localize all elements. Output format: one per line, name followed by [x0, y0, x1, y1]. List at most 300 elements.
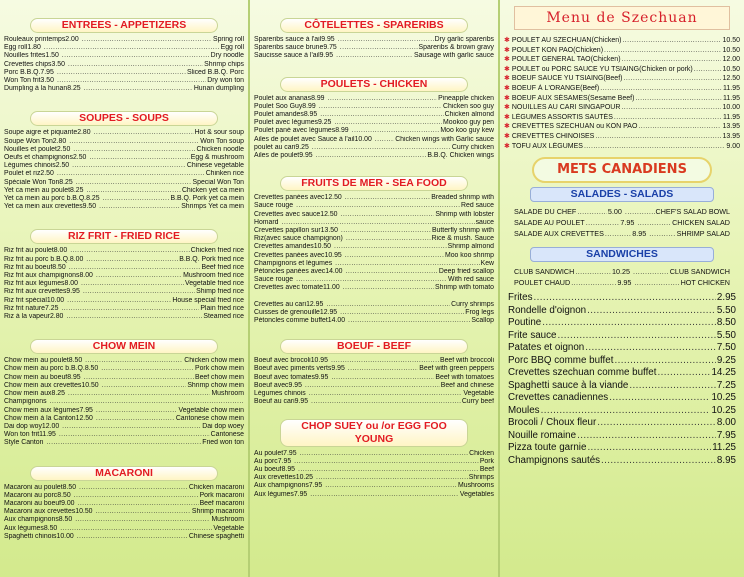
leader-dots: [331, 374, 434, 382]
item-name-fr: Légumes chinois: [4, 162, 56, 170]
szechuan-item: [504, 65, 740, 75]
side-item: [504, 305, 740, 318]
side-item: [504, 317, 740, 330]
szechuan-item: [504, 94, 740, 104]
item-name-en: Chicken almond: [444, 111, 494, 119]
item-name: BOEUF AUX SÉSAMES(Sesame Beef): [511, 94, 635, 102]
szechuan-item: [504, 103, 740, 113]
leader-dots: [334, 119, 442, 127]
item-name-en: Dry won ton: [207, 77, 244, 85]
menu-item: [254, 194, 494, 202]
item-price: 2.00: [65, 36, 79, 43]
item-price: 8.99: [335, 127, 349, 135]
item-name-en: Shrimp chips: [204, 60, 244, 68]
item-name-en: Beef chow mein: [194, 373, 244, 381]
item-name-en: Deep fried scallop: [438, 268, 494, 276]
menu-item: [504, 277, 740, 288]
menu-item: [4, 374, 244, 382]
item-name-en: Pineapple chicken: [438, 94, 494, 102]
menu-column-right: [500, 0, 744, 577]
leader-dots: [85, 357, 183, 365]
menu-item: [4, 365, 244, 373]
leader-dots: [575, 266, 611, 277]
item-name-fr: Won Ton frit: [4, 77, 41, 85]
item-name: POULET GENERAL TAO(Chicken): [511, 56, 621, 64]
item-name-fr: Nouilles et poulet: [4, 145, 57, 153]
item-name-en: Plain fried rice: [200, 304, 244, 312]
item-name-en: House special fried rice: [172, 296, 244, 304]
item-name-fr: Soupe Won Ton: [4, 137, 53, 145]
item-price: 10.95: [310, 357, 328, 365]
item-name-en: Moo koo guy kew: [440, 127, 494, 135]
item-name-en: Chinese vegetable: [186, 162, 244, 170]
item-price: 2.80: [52, 137, 67, 145]
item-price: 8.25: [67, 85, 81, 93]
item-price: 14.00: [325, 268, 343, 276]
leader-dots: [649, 228, 675, 239]
leader-dots: [82, 36, 212, 44]
item-price: 2.80: [77, 129, 91, 137]
menu-item: [4, 382, 244, 390]
menu-item: [4, 69, 244, 77]
leader-dots: [102, 382, 187, 390]
item-name-en: Won Ton soup: [200, 137, 244, 145]
leader-dots: [298, 466, 479, 474]
item-name-fr: Saucisse sauce à l'ail: [254, 52, 320, 60]
item-name-fr: Chow mein aux légumes: [4, 406, 80, 414]
leader-dots: [585, 342, 716, 355]
item-name-en: Beef: [479, 465, 494, 473]
item-name-fr: Poulet avec légumes: [254, 119, 318, 127]
menu-item: [4, 272, 244, 280]
menu-item: [4, 357, 244, 365]
leader-dots: [282, 219, 475, 227]
item-name-fr: Riz frit aux légumes: [4, 280, 65, 288]
leader-dots: [70, 247, 190, 255]
item-price: 7.95: [277, 457, 292, 465]
item-name-fr: Riz(avec sauce champignon): [254, 235, 343, 243]
item-name-en: B.B.Q. Pork fried rice: [179, 255, 244, 263]
menu-item: [254, 284, 494, 292]
item-name-en: Beef macaroni: [199, 499, 244, 507]
szechuan-item: [504, 84, 740, 94]
leader-dots: [375, 136, 394, 144]
item-name-fr: Ailes de poulet: [254, 152, 300, 160]
leader-dots: [62, 423, 201, 431]
item-price: [293, 202, 295, 210]
menu-item: [4, 398, 244, 406]
item-name-fr: SALADE AU POULET: [514, 218, 585, 228]
menu-item: [4, 288, 244, 296]
leader-dots: [319, 103, 442, 111]
item-price: 2.80: [49, 313, 64, 321]
item-name: BOEUF À L'ORANGE(Beef): [511, 84, 600, 92]
item-name-fr: Aux champignons: [254, 482, 309, 490]
item-name-en: Dry noodle: [210, 52, 244, 60]
leader-dots: [78, 500, 199, 508]
section-header: SOUPES - SOUPS: [30, 111, 217, 126]
item-name-en: Pork macaroni: [199, 491, 244, 499]
leader-dots: [338, 36, 434, 44]
salads-list: [504, 206, 740, 239]
side-item: [504, 417, 740, 430]
leader-dots: [345, 252, 444, 260]
item-name-fr: Aux champignons: [4, 516, 59, 524]
side-item: [504, 342, 740, 355]
item-name-fr: Riz frit spécial: [4, 296, 47, 304]
menu-item: [254, 374, 494, 382]
leader-dots: [81, 280, 184, 288]
item-price: 8.95: [281, 465, 296, 473]
item-name-en: Mushrooms: [458, 482, 494, 490]
item-name-en: Vegetable: [463, 390, 494, 398]
leader-dots: [587, 442, 711, 455]
menu-item: [4, 508, 244, 516]
item-price: 10.25: [711, 392, 736, 404]
item-price: 9.95: [294, 398, 309, 406]
menu-item: [254, 103, 494, 111]
item-name-en: Mushroom fried rice: [183, 272, 244, 280]
item-price: 9.95: [314, 373, 329, 381]
item-name-fr: Chow mein à la Canton: [4, 414, 76, 422]
item-name-fr: Style Canton: [4, 439, 44, 447]
item-price: 12.50: [722, 75, 740, 83]
item-price: 8.50: [84, 365, 99, 373]
szechuan-item: [504, 122, 740, 132]
menu-item: [4, 305, 244, 313]
szechuan-item: [504, 113, 740, 123]
leader-dots: [44, 44, 220, 52]
item-price: 8.95: [716, 454, 736, 466]
item-price: 12.50: [320, 210, 338, 218]
leader-dots: [352, 127, 440, 135]
menu-item: [254, 44, 494, 52]
item-name-fr: Champignons: [4, 398, 47, 406]
item-name-en: sauce: [475, 218, 494, 226]
item-name-fr: Macaroni au poulet: [4, 483, 63, 491]
leader-dots: [331, 357, 439, 365]
item-name-fr: SALADE AUX CREVETTES: [514, 229, 604, 239]
item-name-en: Chicken yet ca mein: [181, 186, 244, 194]
item-name: Poutine: [508, 317, 542, 329]
leader-dots: [595, 132, 721, 142]
item-price: 8.50: [62, 483, 77, 491]
sandwiches-header: SANDWICHES: [530, 247, 714, 262]
item-name-fr: Crevettes panées avec: [254, 194, 325, 202]
section-header: BOEUF - BEEF: [280, 339, 467, 354]
item-name-fr: Aux crevettes: [254, 474, 296, 482]
item-price: 8.00: [64, 280, 78, 288]
menu-item: [4, 187, 244, 195]
leader-dots: [57, 69, 186, 77]
item-name-en: CLUB SANDWICH: [669, 267, 730, 277]
item-name-fr: Oeufs et champignons: [4, 154, 73, 162]
item-name: Champignons sautés: [508, 454, 601, 466]
menu-item: [254, 268, 494, 276]
item-price: [343, 235, 345, 243]
leader-dots: [657, 367, 710, 380]
menu-item: [254, 458, 494, 466]
leader-dots: [346, 235, 431, 243]
menu-item: [254, 382, 494, 390]
item-name-en: Shrimp with tomato: [435, 284, 494, 292]
menu-item: [254, 398, 494, 406]
bullet-icon: ✱: [504, 123, 510, 131]
item-name-fr: Spareribs sauce brune: [254, 44, 324, 52]
item-price: [306, 390, 308, 398]
item-name-en: Butterfly shrimp with: [431, 227, 494, 235]
item-price: 8.95: [303, 111, 318, 119]
side-item: [504, 292, 740, 305]
item-price: 8.50: [58, 516, 73, 524]
item-name-en: Shrimps Yet ca mein: [181, 203, 244, 211]
section-header: POULETS - CHICKEN: [280, 77, 467, 92]
menu-item: [4, 77, 244, 85]
leader-dots: [84, 374, 194, 382]
menu-item: [254, 235, 494, 243]
item-price: 10.50: [75, 508, 93, 516]
leader-dots: [305, 382, 440, 390]
item-name-fr: Macaroni au porc: [4, 491, 58, 499]
menu-item: [254, 136, 494, 144]
leader-dots: [66, 313, 202, 321]
menu-item: [4, 52, 244, 60]
menu-item: [4, 36, 244, 44]
item-name-en: SHRIMP SALAD: [676, 229, 730, 239]
item-name-fr: Crevettes au cari: [254, 300, 307, 308]
item-name-en: Curry shrimps: [451, 300, 494, 308]
item-name-en: Chicken fried rice: [190, 247, 244, 255]
item-name: Crevettes szechuan comme buffet: [508, 367, 657, 379]
leader-dots: [341, 227, 431, 235]
menu-item: [254, 474, 494, 482]
item-name: Spaghetti sauce à la viande: [508, 379, 629, 391]
item-price: 7.95: [79, 406, 93, 414]
item-name-en: Hot & sour soup: [194, 129, 244, 137]
item-price: 5.00: [607, 207, 622, 217]
item-name: Moules: [508, 404, 540, 416]
item-name-en: Shrimp almond: [447, 243, 494, 251]
menu-item: [4, 85, 244, 93]
bullet-icon: ✱: [504, 142, 510, 150]
item-name-en: Chicken chow mein: [184, 357, 244, 365]
leader-dots: [96, 508, 191, 516]
item-price: 2.50: [55, 162, 70, 170]
item-name-fr: Poulet pané avec légumes: [254, 127, 336, 135]
leader-dots: [96, 407, 178, 415]
leader-dots: [103, 195, 170, 203]
leader-dots: [67, 297, 171, 305]
item-name-fr: Crevettes panées avec: [254, 251, 325, 259]
menu-item: [254, 252, 494, 260]
item-name-en: HOT CHICKEN: [680, 278, 730, 288]
side-item: [504, 455, 740, 468]
item-name-fr: Egg roll: [4, 44, 28, 52]
item-price: 8.00: [53, 247, 68, 255]
menu-item: [4, 146, 244, 154]
item-name-fr: Boeuf avec tomates: [254, 373, 315, 381]
menu-item: [4, 179, 244, 187]
leader-dots: [638, 122, 721, 132]
side-item: [504, 442, 740, 455]
item-name-en: Curry chicken: [451, 143, 494, 151]
menu-item: [4, 297, 244, 305]
item-price: 12.50: [75, 414, 93, 422]
leader-dots: [60, 525, 212, 533]
item-name-en: Hunan dumpling: [193, 85, 244, 93]
leader-dots: [341, 211, 435, 219]
leader-dots: [83, 288, 195, 296]
item-name-fr: Boeuf au cari: [254, 398, 295, 406]
item-name-en: Spring roll: [212, 36, 244, 43]
leader-dots: [609, 392, 710, 405]
item-price: 12.95: [306, 300, 324, 308]
menu-item: [254, 293, 494, 301]
section-header: MACARONI: [30, 466, 217, 481]
item-name-en: Beef and chinese: [440, 381, 494, 389]
leader-dots: [320, 111, 443, 119]
item-price: 10.50: [313, 243, 331, 251]
item-name-fr: Riz frit au poulet: [4, 247, 54, 255]
item-name-en: Red sauce: [461, 202, 494, 210]
side-item: [504, 430, 740, 443]
menu-item: [4, 492, 244, 500]
item-name-fr: Porc B.B.Q.: [4, 68, 41, 76]
menu-item: [4, 533, 244, 541]
item-price: 5.50: [716, 329, 736, 341]
leader-dots: [101, 365, 194, 373]
leader-dots: [346, 268, 438, 276]
leader-dots: [57, 77, 206, 85]
menu-item: [254, 450, 494, 458]
item-price: [293, 276, 295, 284]
leader-dots: [557, 330, 715, 343]
item-name-fr: Dumpling à la hunan: [4, 85, 68, 93]
menu-item: [4, 162, 244, 170]
item-price: 10.25: [612, 267, 630, 277]
item-name-en: Pork chow mein: [194, 365, 244, 373]
item-price: 11.95: [723, 113, 740, 121]
leader-dots: [46, 439, 201, 447]
item-name-fr: Won ton frit: [4, 431, 40, 439]
item-price: 10.00: [46, 296, 65, 304]
item-name: Nouille romaine: [508, 429, 577, 441]
item-name-en: Pork: [479, 457, 494, 465]
item-price: 7.95: [283, 449, 297, 457]
item-name-fr: Chow mein aux: [4, 390, 52, 398]
item-price: 9.95: [299, 152, 313, 160]
item-price: 9.00: [726, 142, 740, 150]
leader-dots: [622, 55, 722, 65]
menu-item: [4, 407, 244, 415]
item-price: [43, 439, 45, 447]
bullet-icon: ✱: [504, 113, 510, 121]
item-price: 7.95: [716, 429, 736, 441]
item-name-en: Steamed rice: [203, 313, 244, 321]
item-price: [47, 398, 49, 406]
leader-dots: [73, 146, 195, 154]
item-name-fr: Au poulet: [254, 449, 284, 457]
szechuan-item: [504, 55, 740, 65]
leader-dots: [587, 305, 716, 318]
item-name-en: Shrimp chow mein: [187, 381, 244, 389]
leader-dots: [600, 84, 722, 94]
menu-item: [254, 243, 494, 251]
item-price: 5.50: [716, 304, 736, 316]
bullet-icon: ✱: [504, 46, 510, 54]
item-name-en: Mushroom: [211, 516, 244, 524]
item-price: 10.00: [56, 532, 74, 540]
item-price: 8.99: [302, 102, 316, 110]
menu-item: [4, 129, 244, 137]
menu-item: [254, 202, 494, 210]
menu-item: [254, 466, 494, 474]
item-name-fr: POULET CHAUD: [514, 278, 571, 288]
menu-item: [4, 500, 244, 508]
bullet-icon: ✱: [504, 132, 510, 140]
item-name-en: Shrimp macaroni: [191, 508, 244, 516]
item-name-fr: Yet ca mein aux crevettes: [4, 203, 83, 211]
leader-dots: [68, 390, 211, 398]
item-price: 9.25: [317, 119, 332, 127]
item-price: 8.25: [51, 390, 65, 398]
item-name-en: Shrimp with lobster: [435, 210, 494, 218]
item-price: 7.25: [716, 379, 736, 391]
item-name: Crevettes canadiennes: [508, 392, 609, 404]
leader-dots: [328, 95, 438, 103]
item-name-en: Mookoo guy pen: [443, 119, 494, 127]
item-price: 8.25: [59, 178, 73, 186]
menu-item: [254, 152, 494, 160]
leader-dots: [86, 256, 178, 264]
menu-item: [254, 491, 494, 499]
szechuan-list: [504, 36, 740, 151]
item-name-fr: Crevettes amandes: [254, 243, 314, 251]
item-name-en: Rice & mush. Sauce: [431, 235, 494, 243]
leader-dots: [61, 305, 199, 313]
leader-dots: [296, 202, 460, 210]
item-price: 8.50: [52, 263, 66, 271]
leader-dots: [77, 533, 188, 541]
item-name-fr: Boeuf avec piments verts: [254, 365, 332, 373]
item-name-en: Beef with green peppers: [419, 365, 494, 373]
side-item: [504, 392, 740, 405]
leader-dots: [326, 301, 450, 309]
item-name: Patates et oignon: [508, 342, 585, 354]
item-price: [332, 260, 334, 268]
menu-item: [254, 482, 494, 490]
leader-dots: [541, 405, 711, 418]
menu-item: [254, 219, 494, 227]
item-price: 8.00: [79, 272, 93, 280]
leader-dots: [310, 491, 459, 499]
szechuan-item: [504, 46, 740, 56]
item-price: 8.25: [70, 186, 84, 194]
szechuan-title: Menu de Szechuan: [514, 6, 730, 30]
item-price: 10.50: [722, 65, 740, 73]
item-name-fr: Pétoncles comme buffet: [254, 317, 328, 325]
item-price: 9.95: [331, 365, 345, 373]
menu-item: [254, 52, 494, 60]
item-name-en: Chicken soo guy: [443, 102, 494, 110]
item-name: CREVETTES SZECHUAN ou KON PAO: [511, 123, 638, 131]
menu-item: [254, 276, 494, 284]
item-name-fr: Aux légumes: [4, 524, 44, 532]
item-price: 8.50: [68, 357, 83, 365]
item-name-fr: Spéciale Won Ton: [4, 178, 60, 186]
leader-dots: [340, 309, 464, 317]
item-name-en: Egg roll: [220, 44, 244, 52]
